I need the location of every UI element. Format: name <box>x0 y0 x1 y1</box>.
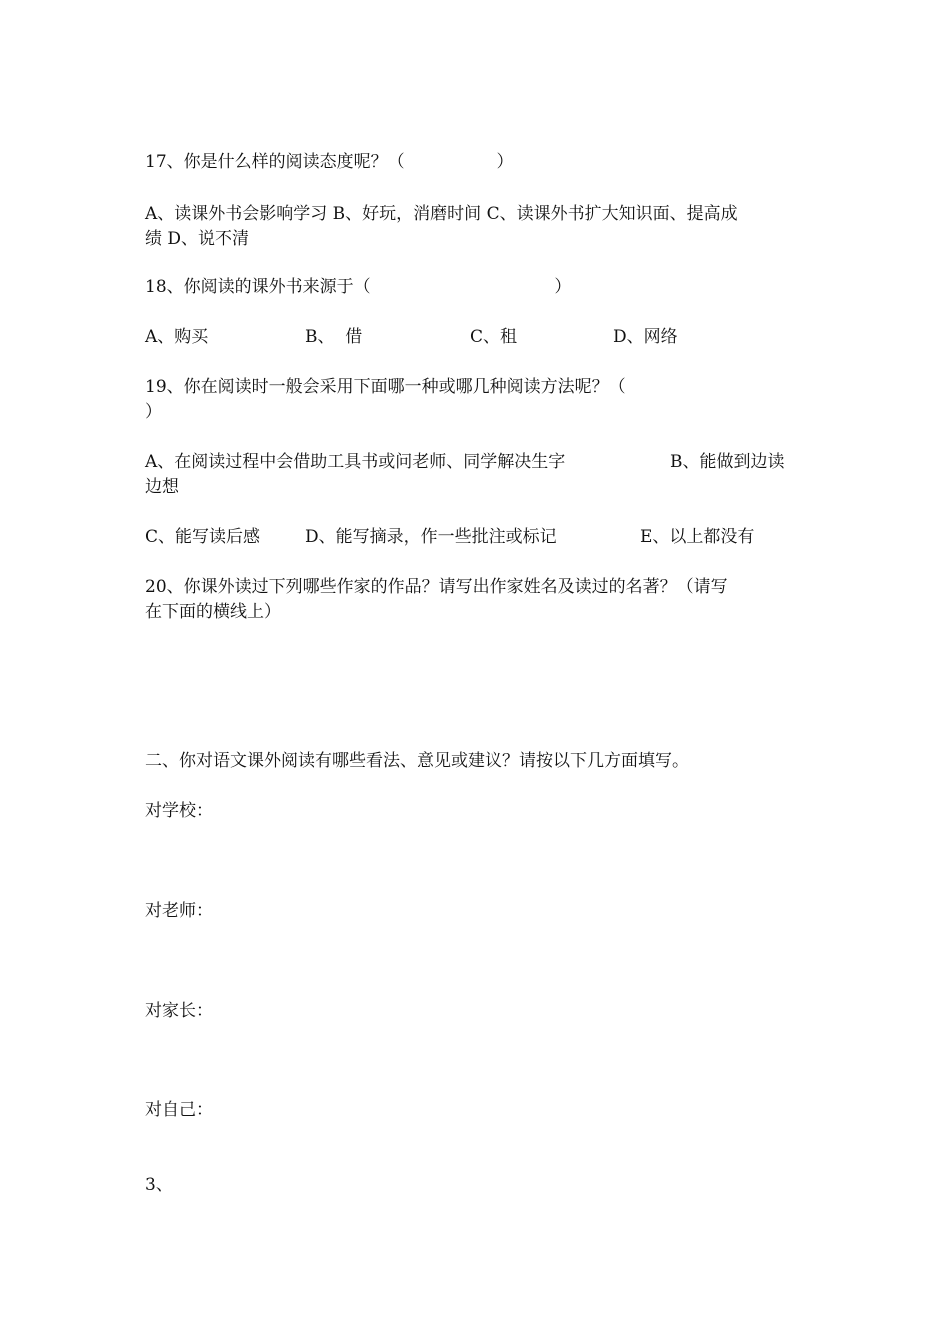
label-parent: 对家长： <box>145 1001 213 1021</box>
label-school: 对学校： <box>145 801 213 821</box>
q18-question: 18、你阅读的课外书来源于（ ） <box>145 277 572 297</box>
section2-title: 二、你对语文课外阅读有哪些看法、意见或建议？请按以下几方面填写。 <box>145 751 689 771</box>
label-self: 对自己： <box>145 1100 213 1120</box>
q19-option-b: B、能做到边读 <box>670 452 785 472</box>
label-teacher: 对老师： <box>145 901 213 921</box>
q18-option-a: A、购买 <box>145 327 209 347</box>
q20-question-line2: 在下面的横线上） <box>145 602 281 622</box>
q17-question: 17、你是什么样的阅读态度呢？（ ） <box>145 152 514 172</box>
section3-label: 3、 <box>145 1175 173 1195</box>
q19-option-a: A、在阅读过程中会借助工具书或问老师、同学解决生字 <box>145 452 566 472</box>
q19-option-e: E、以上都没有 <box>640 527 755 547</box>
q19-options-line2: 边想 <box>145 477 179 497</box>
q19-question-line1: 19、你在阅读时一般会采用下面哪一种或哪几种阅读方法呢？（ <box>145 377 626 397</box>
q19-option-c: C、能写读后感 <box>145 527 261 547</box>
q19-question-line2: ） <box>145 402 162 422</box>
q19-option-d: D、能写摘录，作一些批注或标记 <box>305 527 557 547</box>
q18-option-b: B、 借 <box>305 327 363 347</box>
q17-options-line1: A、读课外书会影响学习 B、好玩，消磨时间 C、读课外书扩大知识面、提高成 <box>145 204 738 224</box>
q18-option-c: C、租 <box>470 327 518 347</box>
q18-option-d: D、网络 <box>613 327 678 347</box>
q17-options-line2: 绩 D、说不清 <box>145 229 250 249</box>
q20-question-line1: 20、你课外读过下列哪些作家的作品？请写出作家姓名及读过的名著？（请写 <box>145 577 728 597</box>
